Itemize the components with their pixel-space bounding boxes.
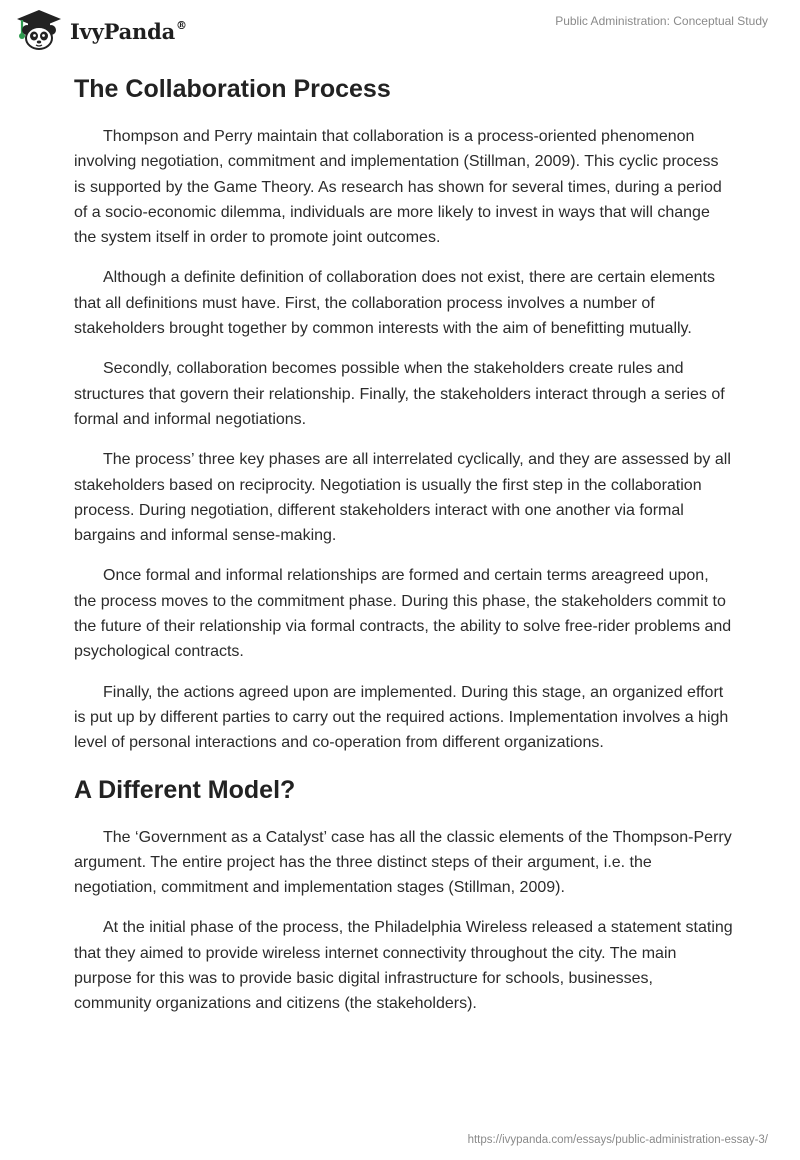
- paragraph: The ‘Government as a Catalyst’ case has all the classic elements of the Thompson-Perry argument. The entire project has the three distinct steps of their argument, i.e. the negotiation, commitment and implementation stages (Stillman, 2009).: [74, 828, 732, 897]
- article-body: [74, 70, 734, 1032]
- section-heading-different-model: A Different Model?: [74, 775, 296, 804]
- paragraph: Secondly, collaboration becomes possible when the stakeholders create rules and structures that govern their relationship. Finally, the stakeholders interact through a series of formal and informal negotiations.: [74, 360, 725, 428]
- page-header: [0, 0, 800, 70]
- paragraph: Thompson and Perry maintain that collaboration is a process-oriented phenomenon involving negotiation, commitment and implementation (Stillman, 2009). This cyclic process is supported by the Game Theory. As research has shown for several times, during a period of a socio-economic dilemma, individuals are more likely to invest in ways that will change the system itself in order to promote joint outcomes.: [74, 128, 722, 247]
- paragraph: The process’ three key phases are all interrelated cyclically, and they are assessed by all stakeholders based on reciprocity. Negotiation is usually the first step in the collaboration process. During negotiation, different stakeholders interact with one another via formal bargains and informal sense-making.: [74, 451, 731, 545]
- source-url[interactable]: https://ivypanda.com/essays/public-administration-essay-3/: [467, 1134, 768, 1146]
- paragraph: Finally, the actions agreed upon are implemented. During this stage, an organized effort is put up by different parties to carry out the required actions. Implementation involves a high level of personal interactions and co-operation from different organizations.: [74, 683, 729, 752]
- paragraph: Although a definite definition of collaboration does not exist, there are certain elements that all definitions must have. First, the collaboration process involves a number of stakeholders brought together by common interests with the aim of benefitting mutually.: [74, 269, 715, 338]
- ivypanda-logo[interactable]: [14, 8, 187, 52]
- paragraph: Once formal and informal relationships are formed and certain terms areagreed upon, the process moves to the commitment phase. During this phase, the stakeholders commit to the future of their relationship via formal contracts, the ability to solve free-rider problems and psychological contracts.: [74, 567, 732, 661]
- panda-graduate-icon: [14, 8, 64, 52]
- document-title: Public Administration: Conceptual Study: [555, 14, 768, 28]
- logo-wordmark: IvyPanda®: [70, 18, 187, 44]
- registered-mark: ®: [176, 18, 187, 32]
- section-heading-collaboration-process: The Collaboration Process: [74, 75, 391, 103]
- paragraph: At the initial phase of the process, the Philadelphia Wireless released a statement stating that they aimed to provide wireless internet connectivity throughout the city. The main purpose for this was to provide basic digital infrastructure for schools, businesses, community organizations and citizens (the stakeholders).: [74, 919, 733, 1013]
